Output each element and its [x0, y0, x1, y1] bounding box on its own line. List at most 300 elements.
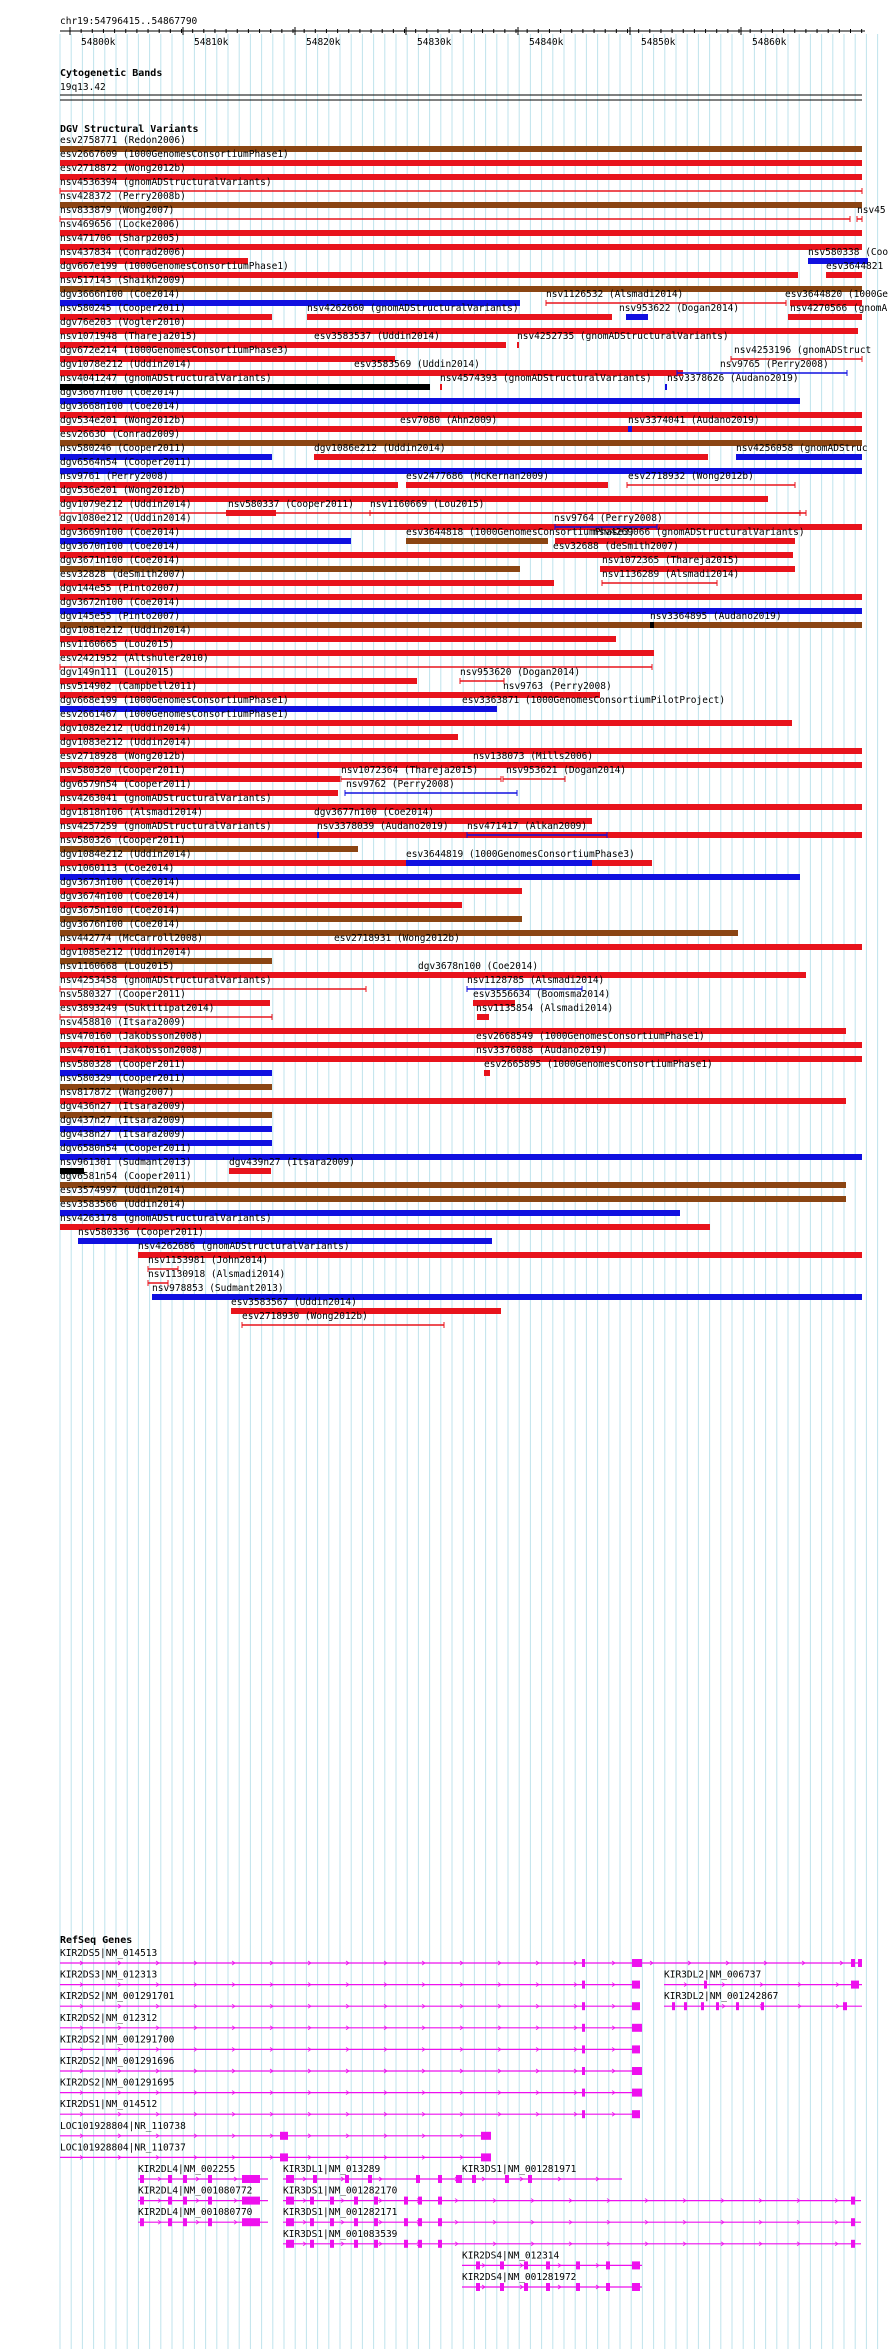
- sv-feature-label: dgv536e201 (Wong2012b): [60, 485, 186, 496]
- gene-exon: [632, 2067, 642, 2075]
- sv-feature-label: nsv953621 (Dogan2014): [506, 765, 627, 776]
- sv-feature-label: dgv6581n54 (Cooper2011): [60, 1171, 192, 1182]
- sv-feature-label: nsv953620 (Dogan2014): [460, 667, 581, 678]
- gene-exon: [851, 2240, 855, 2248]
- sv-feature-label: esv2718872 (Wong2012b): [60, 163, 186, 174]
- gene-model[interactable]: [138, 2164, 268, 2183]
- gene-exon: [524, 2283, 528, 2291]
- sv-feature-label: nsv1128785 (Alsmadi2014): [467, 975, 605, 986]
- sv-feature-label: esv2667609 (1000GenomesConsortiumPhase1): [60, 149, 289, 160]
- gene-label: KIR3DL1|NM_013289: [283, 2164, 381, 2175]
- gene-exon: [286, 2197, 294, 2205]
- sv-feature-label: dgv149n111 (Lou2015): [60, 667, 175, 678]
- sv-feature-label: esv32828 (deSmith2007): [60, 569, 186, 580]
- sv-feature-label: dgv1818n106 (Alsmadi2014): [60, 807, 203, 818]
- gene-label: KIR2DS4|NM_001281972: [462, 2272, 577, 2283]
- gene-exon: [843, 2002, 847, 2010]
- sv-feature-bar[interactable]: [628, 426, 632, 432]
- gene-exon: [632, 2002, 640, 2010]
- cytoband-track-title: Cytogenetic Bands: [60, 68, 163, 79]
- sv-feature-label: nsv580245 (Cooper2011): [60, 303, 186, 314]
- sv-feature-label: nsv1153981 (John2014): [148, 1255, 269, 1266]
- sv-feature-label: nsv1060113 (Coe2014): [60, 863, 175, 874]
- sv-feature[interactable]: [736, 443, 868, 460]
- sv-feature-label: nsv580326 (Cooper2011): [60, 835, 186, 846]
- sv-feature-label: dgv1084e212 (Uddin2014): [60, 849, 192, 860]
- sv-feature-label: nsv3376088 (Audano2019): [476, 1045, 608, 1056]
- sv-feature-label: nsv1136289 (Alsmadi2014): [602, 569, 740, 580]
- gene-model[interactable]: [283, 2186, 861, 2205]
- gene-exon: [168, 2197, 172, 2205]
- gene-exon: [582, 1959, 585, 1967]
- gene-exon: [582, 1981, 585, 1989]
- sv-feature-label: esv3893249 (Suktitipat2014): [60, 1003, 215, 1014]
- sv-feature-label: dgv439n27 (Itsara2009): [229, 1157, 355, 1168]
- sv-feature-label: nsv4252735 (gnomADStructuralVariants): [517, 331, 729, 342]
- sv-feature-bar[interactable]: [626, 314, 648, 320]
- gene-exon: [438, 2197, 442, 2205]
- gene-model[interactable]: [283, 2207, 861, 2226]
- ruler-tick-label: 54820k: [306, 37, 341, 48]
- position-ruler[interactable]: [60, 16, 865, 48]
- sv-feature-label: nsv437834 (Conrad2006): [60, 247, 186, 258]
- gene-exon: [632, 1981, 640, 1989]
- sv-feature-label: dgv668e199 (1000GenomesConsortiumPhase1): [60, 695, 289, 706]
- gene-exon: [418, 2197, 422, 2205]
- gene-exon: [438, 2218, 442, 2226]
- sv-feature-label: dgv6580n54 (Cooper2011): [60, 1143, 192, 1154]
- gene-exon: [330, 2240, 334, 2248]
- gene-label: KIR2DS5|NM_014513: [60, 1948, 158, 1959]
- sv-feature-label: nsv9763 (Perry2008): [503, 681, 612, 692]
- gene-exon: [528, 2175, 532, 2183]
- sv-feature[interactable]: [503, 765, 626, 782]
- gene-exon: [438, 2175, 442, 2183]
- gene-exon: [183, 2175, 187, 2183]
- gene-exon: [524, 2261, 528, 2269]
- gene-label: KIR2DS4|NM_012314: [462, 2250, 560, 2262]
- gene-exon: [280, 2132, 288, 2140]
- gene-exon: [500, 2283, 504, 2291]
- sv-feature-bar[interactable]: [484, 1070, 490, 1076]
- ruler-tick-label: 54800k: [81, 37, 116, 48]
- sv-feature-bar[interactable]: [665, 384, 667, 390]
- sv-feature-bar[interactable]: [314, 342, 506, 348]
- sv-feature-label: nsv4253458 (gnomADStructuralVariants): [60, 975, 272, 986]
- sv-feature-bar[interactable]: [60, 594, 862, 600]
- sv-feature-label: dgv6564n54 (Cooper2011): [60, 457, 192, 468]
- gene-exon: [374, 2218, 378, 2226]
- sv-feature-bar[interactable]: [226, 510, 276, 516]
- gene-label: KIR2DL4|NM_001080770: [138, 2207, 253, 2219]
- sv-feature-label: nsv4536394 (gnomADStructuralVariants): [60, 177, 272, 188]
- sv-feature[interactable]: [345, 779, 517, 796]
- gene-exon: [140, 2197, 144, 2205]
- gene-exon: [168, 2218, 172, 2226]
- sv-feature-label: esv2661467 (1000GenomesConsortiumPhase1): [60, 709, 289, 720]
- sv-feature-label: dgv3678n100 (Coe2014): [418, 961, 539, 972]
- sv-feature-label: nsv517143 (Shaikh2009): [60, 275, 186, 286]
- sv-feature-label: dgv3675n100 (Coe2014): [60, 905, 181, 916]
- gene-exon: [761, 2002, 764, 2010]
- sv-feature-label: nsv1130918 (Alsmadi2014): [148, 1269, 286, 1280]
- gene-model[interactable]: [138, 2186, 268, 2205]
- sv-feature[interactable]: [517, 331, 729, 348]
- gene-exon: [140, 2218, 144, 2226]
- sv-feature-label: nsv1126532 (Alsmadi2014): [546, 289, 684, 300]
- gene-exon: [481, 2153, 491, 2161]
- sv-feature-label: nsv3374041 (Audano2019): [628, 415, 760, 426]
- gene-label: KIR2DS2|NM_012312: [60, 2012, 158, 2024]
- sv-feature-label: esv3644818 (1000GenomesConsortiumPhase3): [406, 527, 635, 538]
- sv-feature-label: dgv1080e212 (Uddin2014): [60, 513, 192, 524]
- gene-exon: [582, 2002, 585, 2010]
- gene-exon: [851, 2197, 855, 2205]
- sv-feature-label: nsv4253196 (gnomADStruct: [734, 345, 872, 356]
- gene-label: KIR3DS1|NM_001282171: [283, 2207, 398, 2219]
- sv-feature-label: dgv672e214 (1000GenomesConsortiumPhase3): [60, 345, 289, 356]
- gene-exon: [632, 2089, 642, 2097]
- sv-feature-bar[interactable]: [314, 454, 708, 460]
- gene-exon: [183, 2218, 187, 2226]
- gene-exon: [374, 2240, 378, 2248]
- gene-exon: [476, 2283, 480, 2291]
- sv-feature-label: nsv580329 (Cooper2011): [60, 1073, 186, 1084]
- sv-feature-bar[interactable]: [406, 482, 608, 488]
- sv-feature-label: nsv138073 (Mills2006): [473, 751, 594, 762]
- gene-label: LOC101928804|NR_110738: [60, 2120, 186, 2132]
- sv-feature-label: nsv458810 (Itsara2009): [60, 1017, 186, 1028]
- sv-feature-label: dgv1082e212 (Uddin2014): [60, 723, 192, 734]
- sv-feature-label: esv3644819 (1000GenomesConsortiumPhase3): [406, 849, 635, 860]
- sv-feature-label: dgv3667n100 (Coe2014): [60, 387, 181, 398]
- gene-label: KIR3DS1|NM_001083539: [283, 2228, 398, 2240]
- gene-exon: [858, 1959, 862, 1967]
- refseq-genes-track[interactable]: [60, 1948, 862, 2291]
- gene-label: KIR2DS1|NM_014512: [60, 2099, 158, 2111]
- sv-feature-label: dgv1079e212 (Uddin2014): [60, 499, 192, 510]
- gene-label: KIR2DS2|NM_001291701: [60, 1991, 175, 2003]
- gene-exon: [280, 2153, 288, 2161]
- sv-feature-label: nsv961301 (Sudmant2013): [60, 1157, 192, 1168]
- sv-feature-label: nsv4574393 (gnomADStructuralVariants): [440, 373, 652, 384]
- gene-exon: [472, 2175, 476, 2183]
- gene-exon: [286, 2240, 294, 2248]
- sv-feature-label: nsv471417 (Alkan2009): [467, 821, 588, 832]
- sv-feature-label: nsv470160 (Jakobsson2008): [60, 1031, 203, 1042]
- gene-model[interactable]: [283, 2229, 861, 2248]
- gene-exon: [354, 2240, 358, 2248]
- gene-exon: [404, 2218, 408, 2226]
- ruler-tick-label: 54860k: [752, 37, 787, 48]
- gene-exon: [242, 2175, 260, 2183]
- sv-feature-label: esv2665895 (1000GenomesConsortiumPhase1): [484, 1059, 713, 1070]
- gene-exon: [310, 2218, 314, 2226]
- sv-feature[interactable]: [826, 261, 883, 278]
- sv-feature-label: esv2663O (Conrad2009): [60, 429, 181, 440]
- sv-feature-label: esv3574997 (Uddin2014): [60, 1185, 186, 1196]
- gene-exon: [168, 2175, 172, 2183]
- gene-exon: [582, 2067, 585, 2075]
- gene-exon: [632, 1959, 642, 1967]
- sv-feature-bar[interactable]: [314, 818, 316, 824]
- sv-feature-label: nsv4263041 (gnomADStructuralVariants): [60, 793, 272, 804]
- sv-feature-label: esv2668549 (1000GenomesConsortiumPhase1): [476, 1031, 705, 1042]
- gene-label: KIR2DS2|NM_001291695: [60, 2077, 175, 2089]
- gene-label: KIR3DS1|NM_001281971: [462, 2164, 577, 2175]
- sv-feature-label: nsv4041247 (gnomADStructuralVariants): [60, 373, 272, 384]
- sv-feature-label: esv2718932 (Wong2012b): [628, 471, 754, 482]
- gene-exon: [456, 2175, 462, 2183]
- gene-exon: [368, 2175, 372, 2183]
- gene-exon: [546, 2261, 550, 2269]
- gene-label: KIR3DS1|NM_001282170: [283, 2185, 398, 2197]
- sv-feature-bar[interactable]: [440, 384, 442, 390]
- gene-label: KIR2DS3|NM_012313: [60, 1969, 158, 1981]
- sv-feature-label: nsv580320 (Cooper2011): [60, 765, 186, 776]
- sv-feature-label: dgv3676n100 (Coe2014): [60, 919, 181, 930]
- sv-feature-bar[interactable]: [60, 230, 862, 236]
- sv-feature-label: nsv580328 (Cooper2011): [60, 1059, 186, 1070]
- gene-exon: [582, 2045, 585, 2053]
- sv-feature-label: dgv534e201 (Wong2012b): [60, 415, 186, 426]
- sv-feature-label: dgv3671n100 (Coe2014): [60, 555, 181, 566]
- sv-feature-bar[interactable]: [406, 860, 592, 866]
- sv-feature-label: dgv3668n100 (Coe2014): [60, 401, 181, 412]
- sv-feature-label: nsv471706 (Sharp2005): [60, 233, 181, 244]
- ruler-tick-label: 54850k: [641, 37, 676, 48]
- gene-model[interactable]: [462, 2272, 642, 2291]
- sv-feature-label: dgv3670n100 (Coe2014): [60, 541, 181, 552]
- gene-exon: [851, 2218, 855, 2226]
- sv-feature-label: nsv3378039 (Audano2019): [317, 821, 449, 832]
- gene-exon: [345, 2175, 349, 2183]
- gene-exon: [438, 2240, 442, 2248]
- sv-feature-label: esv2421952 (Altshuler2010): [60, 653, 209, 664]
- sv-feature-bar[interactable]: [60, 286, 862, 292]
- gene-label: KIR2DS2|NM_001291696: [60, 2056, 175, 2067]
- sv-feature-label: nsv817872 (Wang2007): [60, 1087, 175, 1098]
- sv-feature[interactable]: [60, 219, 862, 236]
- gene-label: KIR3DL2|NM_006737: [664, 1969, 762, 1981]
- gene-model[interactable]: [462, 2250, 642, 2269]
- gene-exon: [242, 2218, 260, 2226]
- gene-exon: [851, 1981, 859, 1989]
- sv-feature-label: nsv9764 (Perry2008): [554, 513, 663, 524]
- gene-exon: [404, 2240, 408, 2248]
- gene-exon: [140, 2175, 144, 2183]
- sv-feature-label: nsv580338 (Coo: [808, 247, 889, 258]
- ruler-tick-label: 54830k: [417, 37, 452, 48]
- sv-feature-label: dgv3666n100 (Coe2014): [60, 289, 181, 300]
- sv-feature-label: nsv580327 (Cooper2011): [60, 989, 186, 1000]
- gene-exon: [672, 2002, 675, 2010]
- gene-exon: [716, 2002, 719, 2010]
- sv-feature-label: nsv442774 (McCarroll2008): [60, 933, 203, 944]
- gene-model[interactable]: [60, 1948, 862, 1967]
- gene-exon: [208, 2175, 212, 2183]
- gene-exon: [582, 2024, 585, 2032]
- gene-label: KIR2DL4|NM_001080772: [138, 2185, 253, 2197]
- sv-feature-label: dgv1085e212 (Uddin2014): [60, 947, 192, 958]
- gene-exon: [476, 2261, 480, 2269]
- sv-feature-label: esv32688 (deSmith2007): [553, 541, 679, 552]
- sv-feature-label: nsv469656 (Locke2006): [60, 219, 181, 230]
- sv-feature[interactable]: [307, 303, 612, 320]
- sv-feature-label: nsv1160669 (Lou2015): [370, 499, 485, 510]
- gene-label: LOC101928804|NR_110737: [60, 2142, 186, 2154]
- sv-feature-label: nsv1160668 (Lou2015): [60, 961, 175, 972]
- sv-feature-bar[interactable]: [736, 454, 862, 460]
- sv-feature-label: nsv1072364 (Thareja2015): [341, 765, 479, 776]
- gene-exon: [354, 2197, 358, 2205]
- sv-feature-bar[interactable]: [406, 538, 548, 544]
- sv-feature-label: esv3363871 (1000GenomesConsortiumPilotProject): [462, 695, 726, 706]
- sv-feature-label: nsv580337 (Cooper2011): [228, 499, 354, 510]
- sv-feature-bar[interactable]: [457, 706, 497, 712]
- sv-feature[interactable]: [602, 569, 739, 586]
- sv-feature-label: dgv437n27 (Itsara2009): [60, 1115, 186, 1126]
- sv-feature-label: nsv470161 (Jakobsson2008): [60, 1045, 203, 1056]
- gene-exon: [576, 2261, 580, 2269]
- sv-feature-label: nsv428372 (Perry2008b): [60, 191, 186, 202]
- sv-feature-label: nsv580246 (Cooper2011): [60, 443, 186, 454]
- ruler-tick-label: 54840k: [529, 37, 564, 48]
- sv-feature-label: nsv1071948 (Thareja2015): [60, 331, 198, 342]
- sv-feature-label: nsv580336 (Cooper2011): [78, 1227, 204, 1238]
- sv-feature[interactable]: [788, 303, 888, 320]
- ruler-range-label: chr19:54796415..54867790: [60, 16, 198, 27]
- sv-feature-label: nsv4262660 (gnomADStructuralVariants): [307, 303, 519, 314]
- gene-exon: [500, 2261, 504, 2269]
- sv-feature-label: dgv667e199 (1000GenomesConsortiumPhase1): [60, 261, 289, 272]
- gene-exon: [701, 2002, 704, 2010]
- gene-exon: [208, 2218, 212, 2226]
- gene-exon: [208, 2197, 212, 2205]
- sv-feature-bar[interactable]: [650, 622, 654, 628]
- sv-feature-label: dgv145e55 (Pinto2007): [60, 611, 181, 622]
- gene-exon: [684, 2002, 687, 2010]
- gene-exon: [286, 2175, 294, 2183]
- gene-exon: [582, 2110, 585, 2118]
- sv-feature-label: dgv3673n100 (Coe2014): [60, 877, 181, 888]
- sv-feature-label: esv2718930 (Wong2012b): [242, 1311, 368, 1322]
- gene-exon: [354, 2218, 358, 2226]
- gene-exon: [418, 2218, 422, 2226]
- sv-feature-label: nsv953622 (Dogan2014): [619, 303, 740, 314]
- gene-exon: [546, 2283, 550, 2291]
- gene-model[interactable]: [60, 2142, 491, 2161]
- sv-feature[interactable]: [857, 205, 886, 222]
- sv-feature-label: nsv9762 (Perry2008): [346, 779, 455, 790]
- sv-feature-bar[interactable]: [317, 832, 319, 838]
- gene-exon: [310, 2197, 314, 2205]
- sv-feature-bar[interactable]: [517, 342, 519, 348]
- sv-feature-label: nsv1160665 (Lou2015): [60, 639, 175, 650]
- sv-feature-label: dgv6579n54 (Cooper2011): [60, 779, 192, 790]
- gene-model[interactable]: [60, 2121, 491, 2140]
- sv-feature-label: dgv1081e212 (Uddin2014): [60, 625, 192, 636]
- gene-exon: [242, 2197, 260, 2205]
- gene-exon: [505, 2175, 509, 2183]
- sv-feature-label: dgv1086e212 (Uddin2014): [314, 443, 446, 454]
- dgv-track-title: DGV Structural Variants: [60, 124, 199, 135]
- sv-feature[interactable]: [229, 1157, 355, 1174]
- gene-exon: [606, 2261, 610, 2269]
- sv-feature-label: dgv3674n100 (Coe2014): [60, 891, 181, 902]
- sv-feature-label: esv3556634 (Boomsma2014): [473, 989, 611, 1000]
- sv-feature-label: esv2718928 (Wong2012b): [60, 751, 186, 762]
- sv-feature-label: nsv4262686 (gnomADStructuralVariants): [138, 1241, 350, 1252]
- sv-feature-bar[interactable]: [788, 314, 862, 320]
- gene-exon: [582, 2089, 585, 2097]
- gene-exon: [418, 2240, 422, 2248]
- sv-feature-bar[interactable]: [229, 1168, 271, 1174]
- sv-feature[interactable]: [484, 1059, 713, 1076]
- sv-feature-label: esv3583566 (Uddin2014): [60, 1199, 186, 1210]
- gene-exon: [851, 1959, 855, 1967]
- gene-exon: [736, 2002, 739, 2010]
- gene-exon: [632, 2261, 640, 2269]
- cytoband-track: [60, 67, 862, 100]
- gene-exon: [404, 2197, 408, 2205]
- sv-feature-label: dgv1083e212 (Uddin2014): [60, 737, 192, 748]
- gene-exon: [632, 2283, 640, 2291]
- sv-feature-label: nsv833879 (Wong2007): [60, 205, 175, 216]
- sv-feature-label: esv3583567 (Uddin2014): [231, 1297, 357, 1308]
- gene-exon: [374, 2197, 378, 2205]
- ruler-tick-label: 54810k: [194, 37, 229, 48]
- gene-label: KIR3DL2|NM_001242867: [664, 1991, 779, 2003]
- sv-feature-label: nsv4270566 (gnomA: [790, 303, 888, 314]
- gene-exon: [313, 2175, 317, 2183]
- sv-feature-label: dgv1078e212 (Uddin2014): [60, 359, 192, 370]
- sv-feature-label: nsv4256058 (gnomADStruc: [736, 443, 868, 454]
- sv-feature-bar[interactable]: [826, 272, 862, 278]
- sv-feature[interactable]: [60, 191, 862, 208]
- sv-feature-label: esv2718931 (Wong2012b): [334, 933, 460, 944]
- gene-model[interactable]: [283, 2164, 462, 2183]
- sv-feature-label: nsv9761 (Perry2008): [60, 471, 169, 482]
- gene-exon: [416, 2175, 420, 2183]
- sv-feature-bar[interactable]: [60, 202, 862, 208]
- sv-feature-label: dgv436n27 (Itsara2009): [60, 1101, 186, 1112]
- sv-feature-label: esv3644821: [826, 261, 884, 272]
- gene-label: KIR2DL4|NM_002255: [138, 2164, 236, 2175]
- gene-exon: [330, 2197, 334, 2205]
- gene-exon: [286, 2218, 294, 2226]
- gene-exon: [632, 2024, 642, 2032]
- gene-exon: [632, 2045, 640, 2053]
- sv-feature[interactable]: [467, 821, 607, 838]
- sv-feature-bar[interactable]: [307, 314, 612, 320]
- sv-feature-label: nsv9765 (Perry2008): [720, 359, 829, 370]
- sv-feature-label: dgv3677n100 (Coe2014): [314, 807, 435, 818]
- sv-feature-label: esv3644820 (1000Ge: [785, 289, 888, 300]
- gene-exon: [704, 1981, 707, 1989]
- refseq-track-title: RefSeq Genes: [60, 1935, 133, 1946]
- gene-exon: [606, 2283, 610, 2291]
- sv-feature-label: nsv514902 (Campbell2011): [60, 681, 198, 692]
- sv-feature-label: esv7080 (Ahn2009): [400, 415, 498, 426]
- gene-model[interactable]: [138, 2207, 268, 2226]
- sv-feature-bar[interactable]: [477, 1014, 489, 1020]
- sv-feature-label: nsv4257259 (gnomADStructuralVariants): [60, 821, 272, 832]
- sv-feature-bar[interactable]: [400, 426, 625, 432]
- gene-exon: [330, 2218, 334, 2226]
- sv-feature-label: nsv978853 (Sudmant2013): [152, 1283, 284, 1294]
- sv-feature-label: dgv3672n100 (Coe2014): [60, 597, 181, 608]
